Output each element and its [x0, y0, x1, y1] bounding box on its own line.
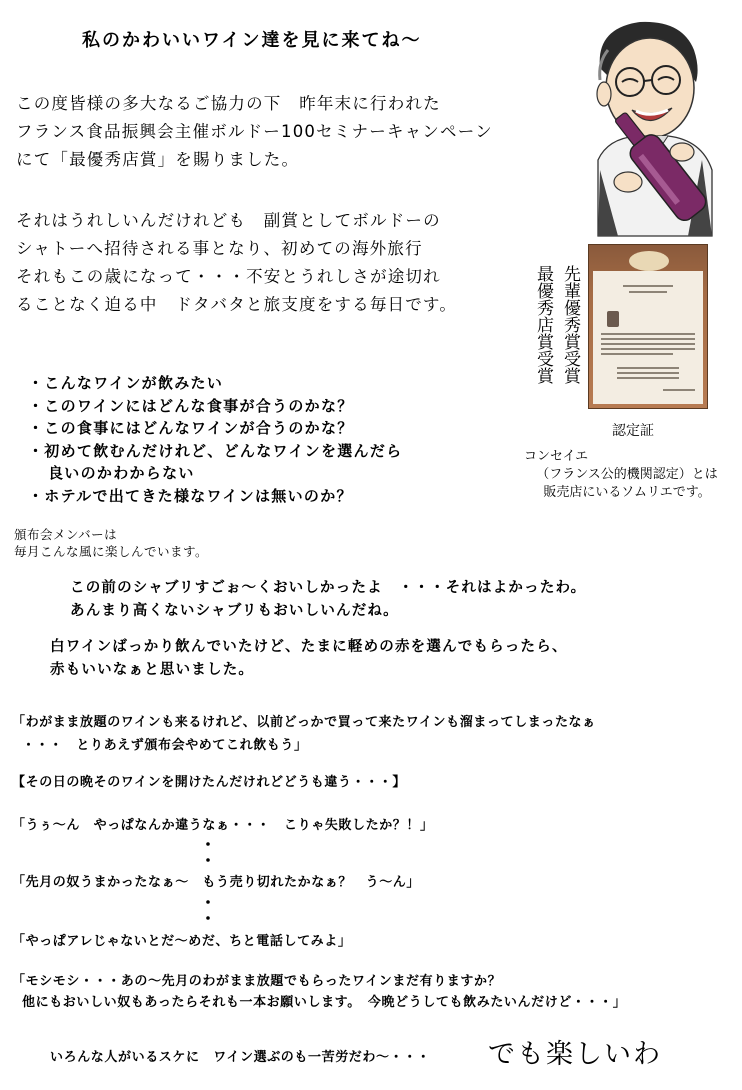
list-item: ・こんなワインが飲みたい	[28, 374, 224, 392]
ellipsis-dot: ・	[200, 851, 217, 870]
ellipsis-dot: ・	[200, 835, 217, 854]
story-line-7: 「モシモシ・・・あの～先月のわがまま放題でもらったワインまだ有りますか？	[12, 974, 502, 989]
member-note-line: 頒布会メンバーは	[14, 527, 118, 542]
intro-line: それはうれしいんだけれども 副賞としてボルドーの	[16, 211, 441, 230]
list-item: ・このワインにはどんな食事が合うのかな？	[28, 396, 354, 415]
list-item: 良いのかわからない	[48, 464, 195, 482]
list-item: ・初めて飲むんだけれど、どんなワインを選んだら	[28, 441, 403, 460]
story-line-2: ・・・ とりあえず頒布会やめてこれ飲もう」	[22, 738, 308, 753]
member-comment-2	[50, 636, 568, 682]
story-line-1: 「わがまま放題のワインも来るけれど、以前どっかで買って来たワインも溜まってしまったなぁ	[12, 715, 596, 730]
member-note	[14, 526, 208, 560]
certificate-image	[588, 244, 708, 409]
story-line-6: 「やっぱアレじゃないとだ～めだ、ちと電話してみよ」	[12, 934, 352, 949]
intro-line: この度皆様の多大なるご協力の下 昨年末に行われた	[16, 94, 441, 113]
note-line: 販売店にいるソムリエです。	[543, 485, 711, 500]
sommelier-caricature	[578, 10, 728, 240]
footer-small-text: いろんな人がいるスケに ワイン選ぶのも一苦労だわ～・・・	[50, 1050, 431, 1065]
member-note-line: 毎月こんな風に楽しんでいます。	[14, 544, 209, 559]
intro-line: シャトーへ招待される事となり、初めての海外旅行	[16, 239, 423, 258]
comment-line: あんまり高くないシャブリもおいしいんだね。	[70, 603, 399, 619]
intro-line: ることなく迫る中 ドタバタと旅支度をする毎日です。	[16, 295, 458, 314]
intro-line: それもこの歳になって・・・不安とうれしさが途切れ	[16, 267, 441, 286]
page-title: 私のかわいいワイン達を見に来てね～	[82, 30, 422, 51]
ellipsis-dot: ・	[200, 909, 217, 928]
comment-line: 赤もいいなぁと思いました。	[50, 662, 255, 678]
award-text-2: 最優秀店賞受賞	[533, 265, 553, 384]
comment-line: 白ワインばっかり飲んでいたけど、たまに軽めの赤を選んでもらったら、	[50, 639, 568, 655]
list-item: ・この食事にはどんなワインが合うのかな？	[28, 419, 354, 437]
intro-paragraph-1	[16, 90, 493, 174]
certificate-body	[593, 271, 703, 404]
story-line-4: 「うぅ～ん やっぱなんか違うなぁ・・・ こりゃ失敗したか？！」	[12, 818, 434, 833]
certificate-caption: 認定証	[612, 423, 654, 439]
note-line: コンセイエ	[524, 449, 589, 464]
member-comment-1	[70, 577, 586, 623]
story-line-8: 他にもおいしい奴もあったらそれも一本お願いします。 今晩どうしても飲みたいんだけど・・・」	[22, 995, 627, 1010]
sommelier-note	[512, 448, 742, 502]
note-line: （フランス公的機関認定）とは	[536, 467, 718, 482]
certificate-seal-icon	[629, 251, 669, 271]
intro-paragraph-2	[16, 207, 457, 319]
story-line-5: 「先月の奴うまかったなぁ～ もう売り切れたかなぁ？ う～ん」	[12, 875, 421, 890]
wish-list	[28, 372, 402, 507]
award-text-1: 先輩優秀賞受賞	[560, 265, 580, 384]
intro-line: にて「最優秀店賞」を賜りました。	[16, 150, 300, 169]
comment-line: この前のシャブリすごぉ～くおいしかったよ ・・・それはよかったわ。	[70, 580, 587, 596]
intro-line: フランス食品振興会主催ボルドー100セミナーキャンペーン	[16, 122, 493, 141]
footer-big-text: でも楽しいわ	[488, 1039, 662, 1070]
ellipsis-dot: ・	[200, 893, 217, 912]
list-item: ・ホテルで出てきた様なワインは無いのか？	[28, 486, 353, 505]
certificate-photo	[607, 311, 619, 327]
story-line-3: 【その日の晩そのワインを開けたんだけれどどうも違う・・・】	[12, 775, 407, 790]
